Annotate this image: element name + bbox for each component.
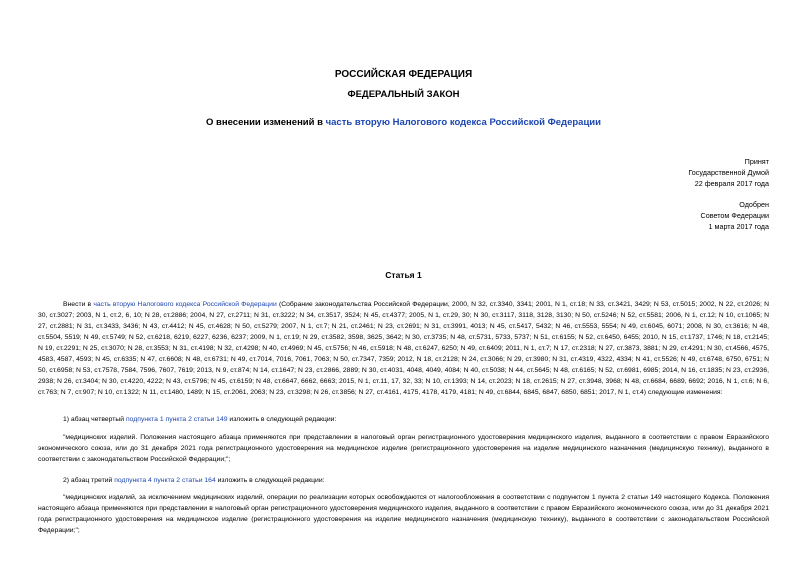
quote-1-paragraph: "медицинских изделий. Положения настоящего абзаца применяются при представлении в налоговый орган регистрационного удостоверения медицинского изделия, выданного в соответствии с правом Евразийского экономического союза, или до 31 декабря 2021 года регистрационного удостоверения на медицинское изделие (регистрационного удостоверения на изделие медицинского назначения (медицинскую технику), выданного в соответствии с законодательством Российской Федерации;"; — [38, 434, 769, 463]
intro-rest: (Собрание законодательства Российской Федерации, 2000, N 32, ст.3340, 3341; 2001, N 1, ст.18; N 33, ст.3421, 3429; N 53, ст.5015; 2002, N 22, ст.2026; N 30, ст.3027; 2003, N 1, ст.2, 6, 10; N 28, ст.2886; 2004, N 27, ст.2711; N 31, ст.3222; N 34, ст.3517, 3524; N 45, ст.4377; 2005, N 1, ст.29, 30; N 30, ст.3117, 3118, 3128, 3130; N 50, ст.5246; N 52, ст.5581; 2006, N 1, ст.12; N 10, ст.1065; N 27, ст.2881; N 31, ст.3433, 3436; N 43, ст.4412; N 45, ст.4628; N 50, ст.5279; 2007, N 1, ст.7; N 21, ст.2461; N 23, ст.2691; N 31, ст.3991, 4013; N 45, ст.5417, 5432; N 46, ст.5553, 5554; N 49, ст.6045, 6071; 2008, N 30, ст.3616; N 48, ст.5504, 5519; N 49, ст.5749; N 52, ст.6218, 6219, 6227, 6236, 6237; 2009, N 1, ст.19; N 29, ст.3582, 3598, 3625, 3642; N 30, ст.3735; N 48, ст.5731, 5733, 5737; N 51, ст.6155; N 52, ст.6450, 6455; 2010, N 15, ст.1737, 1746; N 18, ст.2145; N 19, ст.2291; N 25, ст.3070; N 28, ст.3553; N 31, ст.4198; N 32, ст.4298; N 40, ст.4969; N 45, ст.5756; N 46, ст.5918; N 48, ст.6247, 6250; N 49, ст.6409; 2011, N 1, ст.7; N 17, ст.2318; N 27, ст.3873, 3881; N 29, ст.4291; N 30, ст.4566, 4575, 4583, 4587, 4593; N 45, ст.6335; N 47, ст.6608; N 48, ст.6731; N 49, ст.7014, 7016, 7061, 7063; N 50, ст.7347, 7359; 2012, N 18, ст.2128; N 24, ст.3066; N 29, ст.3980; N 31, ст.4319, 4322, 4334; N 41, ст.5526; N 49, ст.6748, 6750, 6751; N 50, ст.6958; N 53, ст.7578, 7584, 7596, 7607, 7619; 2013, N 9, ст.874; N 14, ст.1647; N 23, ст.2866, 2889; N 30, ст.4031, 4048, 4049, 4084; N 40, ст.5038; N 44, ст.5645; N 48, ст.6165; N 52, ст.6981, 6985; 2014, N 16, ст.1835; N 23, ст.2936, 2938; N 26, ст.3404; N 30, ст.4220, 4222; N 43, ст.5796; N 45, ст.6159; N 48, ст.6647, 6662, 6663; 2015, N 1, ст.11, 17, 32, 33; N 10, ст.1393; N 14, ст.2023; N 18, ст.2615; N 27, ст.3948, 3968; N 48, ст.6684, 6689, 6692; 2016, N 1, ст.6; N 6, ст.763; N 7, ст.907; N 10, ст.1322; N 11, ст.1480, 1489; N 15, ст.2061, 2063; N 23, ст.3298; N 26, ст.3856; N 27, ст.4161, 4175, 4178, 4179, 4181; N 49, ст.6844, 6845, 6847, 6850, 6851; 2017, N 1, ст.4) следующие изменения: — [38, 301, 770, 396]
quote-2-paragraph: "медицинских изделий, за исключением медицинских изделий, операции по реализации которых освобождаются от налогообложения в соответствии с подпунктом 1 пункта 2 статьи 149 настоящего Кодекса. Положения настоящего абзаца применяются при представлении в налоговый орган регистрационного удостоверения медицинского изделия, выданного в соответствии с правом Евразийского экономического союза, или до 31 декабря 2021 года регистрационного удостоверения на медицинское изделие (регистрационного удостоверения на изделие медицинского назначения (медицинскую технику), выданного в соответствии с законодательством Российской Федерации;"; — [38, 494, 769, 534]
item-1-prefix: 1) абзац четвертый — [63, 416, 126, 423]
country-heading: РОССИЙСКАЯ ФЕДЕРАЦИЯ — [334, 69, 473, 80]
item-2-prefix: 2) абзац третий — [63, 477, 115, 484]
approval-line-3: 1 марта 2017 года — [708, 222, 769, 231]
article-title: Статья 1 — [385, 270, 422, 280]
item-2-paragraph — [38, 475, 769, 486]
law-title-prefix: О внесении изменений в — [206, 117, 326, 128]
approval-line-2: Советом Федерации — [700, 211, 769, 220]
law-title — [0, 117, 807, 128]
item-1-paragraph — [38, 414, 769, 425]
intro-prefix: Внести в — [63, 301, 94, 308]
adoption-line-1: Принят — [744, 157, 769, 166]
item-2-link[interactable]: подпункта 4 пункта 2 статьи 164 — [114, 477, 216, 484]
adoption-line-3: 22 февраля 2017 года — [694, 179, 769, 188]
approval-line-1: Одобрен — [739, 200, 769, 209]
article-intro-paragraph — [38, 299, 769, 398]
item-1-suffix: изложить в следующей редакции: — [227, 416, 337, 423]
law-title-link[interactable]: часть вторую Налогового кодекса Российской Федерации — [325, 117, 601, 128]
adoption-line-2: Государственной Думой — [688, 168, 769, 177]
adoption-block — [688, 156, 769, 189]
law-type-heading: ФЕДЕРАЛЬНЫЙ ЗАКОН — [347, 89, 460, 100]
item-2-suffix: изложить в следующей редакции: — [215, 477, 325, 484]
approval-block — [701, 199, 769, 232]
item-1-link[interactable]: подпункта 1 пункта 2 статьи 149 — [125, 416, 228, 423]
intro-link[interactable]: часть вторую Налогового кодекса Российской Федерации — [93, 301, 277, 308]
